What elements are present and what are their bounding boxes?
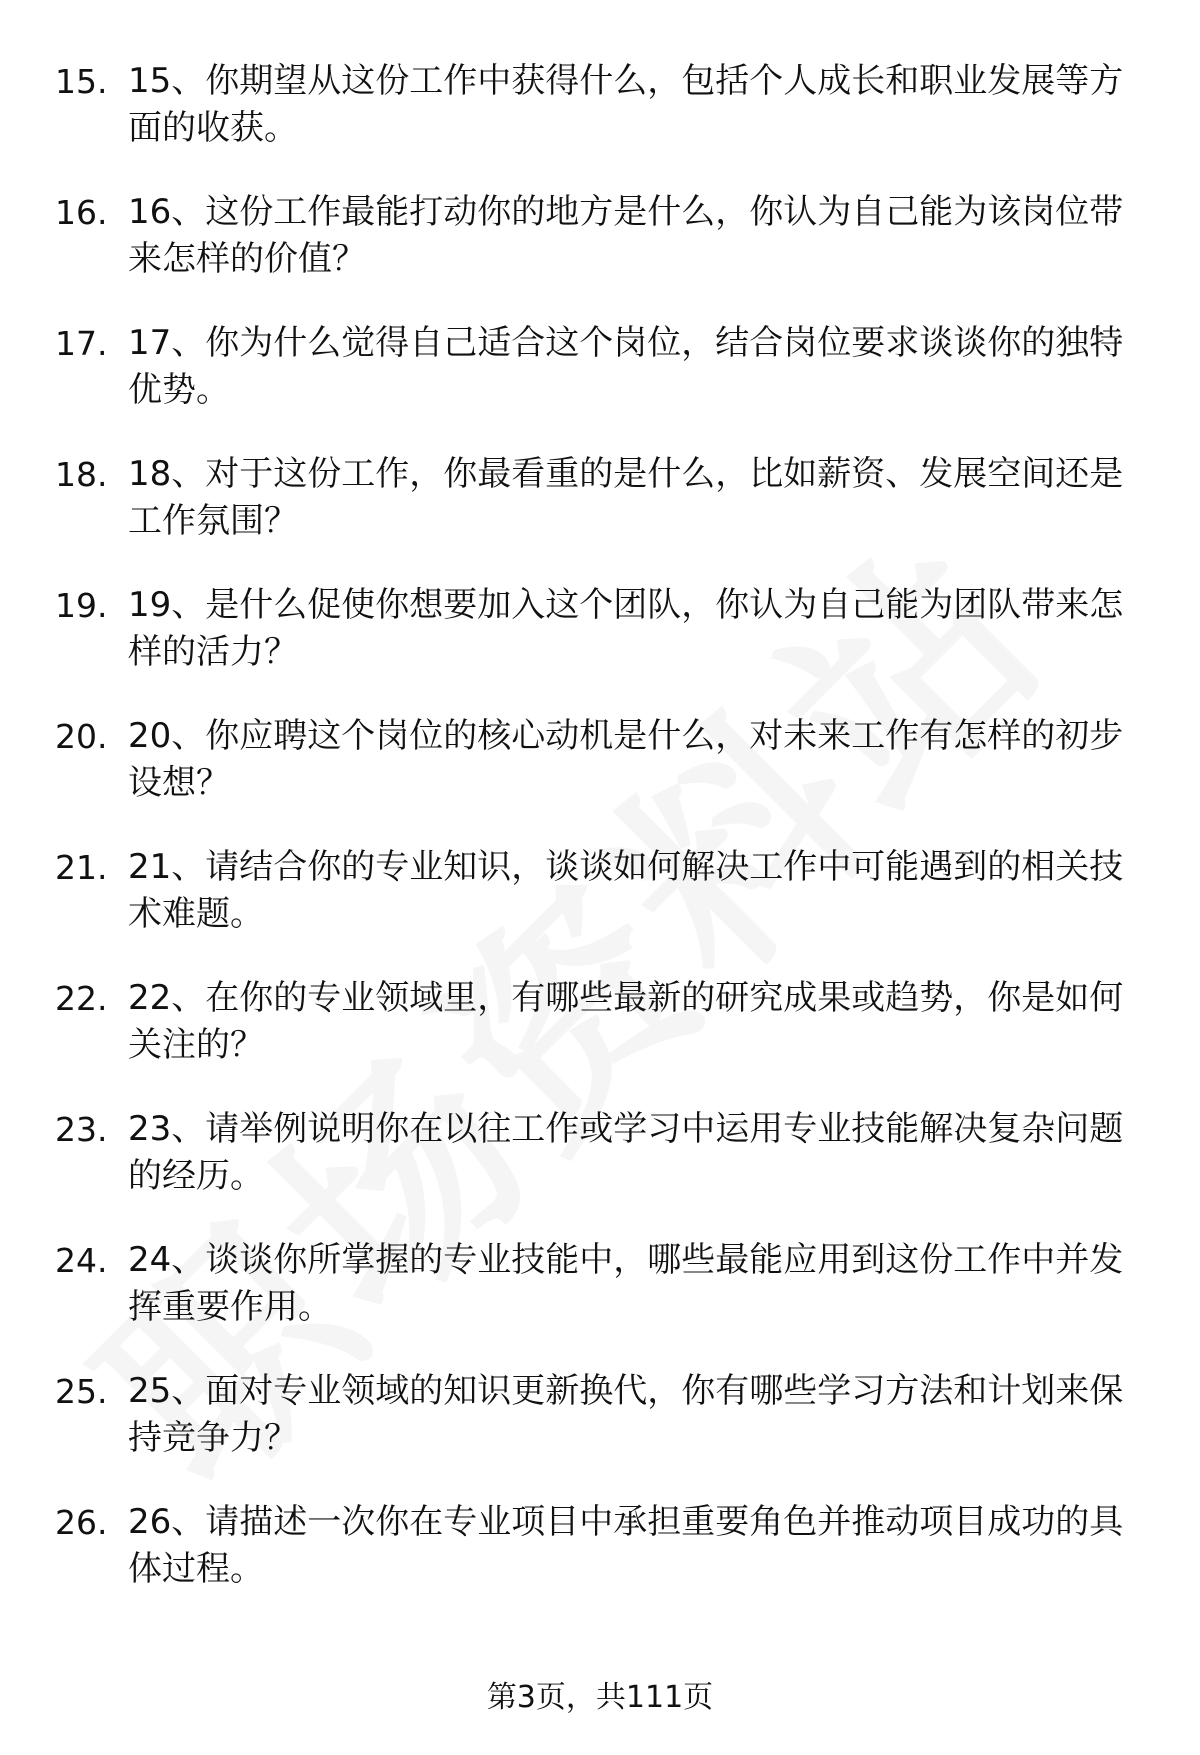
- list-item: [0, 713, 1200, 844]
- item-number: 22.: [55, 979, 108, 1018]
- item-number: 23.: [55, 1110, 108, 1149]
- item-text: 26、请描述一次你在专业项目中承担重要角色并推动项目成功的具体过程。: [128, 1502, 1124, 1589]
- list-item: [0, 1368, 1200, 1499]
- item-text: 25、面对专业领域的知识更新换代，你有哪些学习方法和计划来保持竞争力？: [128, 1371, 1124, 1458]
- list-item: [0, 582, 1200, 713]
- list-item: [0, 1499, 1200, 1630]
- item-number: 25.: [55, 1372, 108, 1411]
- item-number: 21.: [55, 848, 108, 887]
- item-text: 20、你应聘这个岗位的核心动机是什么，对未来工作有怎样的初步设想？: [128, 716, 1124, 803]
- page-footer: 第3页，共111页: [486, 1680, 714, 1715]
- item-number: 26.: [55, 1503, 108, 1542]
- item-number: 17.: [55, 324, 108, 363]
- item-text: 22、在你的专业领域里，有哪些最新的研究成果或趋势，你是如何关注的？: [128, 978, 1124, 1065]
- list-item: [0, 975, 1200, 1106]
- list-item: [0, 1106, 1200, 1237]
- list-item: [0, 320, 1200, 451]
- item-text: 16、这份工作最能打动你的地方是什么，你认为自己能为该岗位带来怎样的价值？: [128, 192, 1124, 279]
- item-number: 16.: [55, 193, 108, 232]
- item-text: 19、是什么促使你想要加入这个团队，你认为自己能为团队带来怎样的活力？: [128, 585, 1124, 672]
- item-text: 15、你期望从这份工作中获得什么，包括个人成长和职业发展等方面的收获。: [128, 61, 1124, 148]
- list-item: [0, 189, 1200, 320]
- list-item: [0, 451, 1200, 582]
- item-text: 23、请举例说明你在以往工作或学习中运用专业技能解决复杂问题的经历。: [128, 1109, 1124, 1196]
- list-item: [0, 1237, 1200, 1368]
- item-number: 20.: [55, 717, 108, 756]
- item-text: 21、请结合你的专业知识，谈谈如何解决工作中可能遇到的相关技术难题。: [128, 847, 1124, 934]
- item-number: 18.: [55, 455, 108, 494]
- item-number: 19.: [55, 586, 108, 625]
- item-text: 18、对于这份工作，你最看重的是什么，比如薪资、发展空间还是工作氛围？: [128, 454, 1124, 541]
- item-text: 17、你为什么觉得自己适合这个岗位，结合岗位要求谈谈你的独特优势。: [128, 323, 1124, 410]
- item-text: 24、谈谈你所掌握的专业技能中，哪些最能应用到这份工作中并发挥重要作用。: [128, 1240, 1124, 1327]
- list-item: [0, 58, 1200, 189]
- item-number: 15.: [55, 62, 108, 101]
- item-number: 24.: [55, 1241, 108, 1280]
- question-list: [0, 58, 1200, 1630]
- list-item: [0, 844, 1200, 975]
